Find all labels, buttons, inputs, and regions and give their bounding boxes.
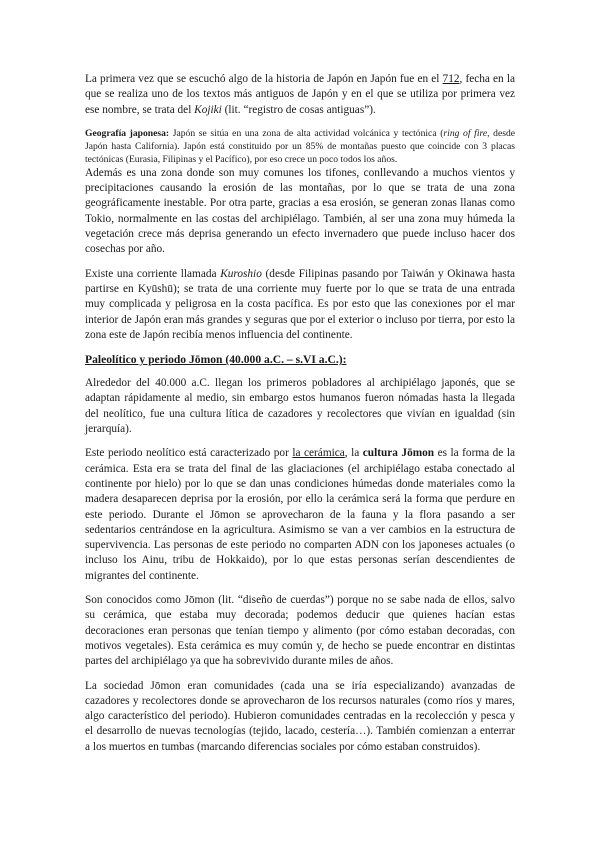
neolithic-text-1: Este periodo neolítico está caracterizado por [85, 447, 293, 460]
neolithic-text-2: , la [344, 447, 363, 460]
kojiki-term: Kojiki [194, 103, 222, 116]
paleolithic-paragraph: Alrededor del 40.000 a.C. llegan los primeros pobladores al archipiélago japonés, que se adaptan rápidamente al medio, sin embargo estos humanos fueron nómadas hasta la llegada del neolítico, fue una cultura lítica de cazadores y recolectores que vivían en igualdad (sin jerarquía). [85, 377, 515, 436]
intro-text-3: (lit. “registro de cosas antiguas”). [221, 103, 376, 116]
geography-text-2: , desde Japón hasta California). Japón está constituido por un 85% de montañas puesto que coincide con 3 placas tectónicas (Eurasia, Filipinas y el Pacífico), por eso crece un poco todos los años. [85, 127, 516, 165]
neolithic-paragraph [85, 446, 515, 584]
geography-text-3: Además es una zona donde son muy comunes los tifones, conllevando a muchos vientos y precipitaciones causando la erosión de las montañas, por lo que se trata de una zona geográficamente inestable. Por otra parte, gracias a esa erosión, se generan zonas llanas como Tokio, normalmente en las costas del archipiélago. También, al ser una zona muy húmeda la vegetación crece más deprisa generando un efecto invernadero que puede incluso hacer dos cosechas por año. [85, 166, 515, 256]
kuroshio-paragraph [85, 267, 515, 343]
intro-text-1: La primera vez que se escuchó algo de la historia de Japón en Japón fue en el [85, 73, 443, 85]
intro-text-2: , fecha en la que se realiza uno de los textos más antiguos de Japón y en el que se utiliza por primera vez ese nombre, se trata del [85, 73, 515, 116]
intro-paragraph [85, 72, 515, 118]
neolithic-text-3: es la forma de la cerámica. Esta era se trata del final de las glaciaciones (el archipiélago estaba conectado al continente por hielo) por lo que se dan unas condiciones húmedas donde materiales como la madera desaparecen deprisa por la erosión, por ello la cerámica será la forma que perdure en este periodo. Durante el Jōmon se aprovecharon de la fauna y la flora pasando a ser sedentarios centrándose en la agricultura. Asimismo se van a ver cambios en la estructura de supervivencia. Las personas de este periodo no comparten ADN con los japoneses actuales (o incluso los Ainu, tribu de Hokkaido), por lo que estas personas serían descendientes de migrantes del continente. [85, 447, 515, 582]
geography-paragraph-small [85, 127, 515, 166]
kuroshio-text-1: Existe una corriente llamada [85, 267, 221, 280]
geography-label: Geografía japonesa: [85, 127, 170, 139]
ring-of-fire-term: ring of fire [443, 127, 488, 139]
section-heading: Paleolítico y periodo Jōmon (40.000 a.C. – s.VI a.C.): [85, 353, 347, 367]
ceramica-term: la cerámica [292, 447, 345, 460]
kuroshio-term: Kuroshio [220, 267, 262, 280]
geography-text-1: Japón se sitúa en una zona de alta actividad volcánica y tectónica ( [169, 127, 444, 139]
jomon-society-paragraph: La sociedad Jōmon eran comunidades (cada una se iría especializando) avanzadas de cazadores y recolectores donde se aprovecharon de los recursos naturales (como ríos y mares, algo característico del periodo). Hubieron comunidades centradas en la recolección y pesca y el desarrollo de nuevas tecnologías (tejido, lacado, cestería…). También comienzan a enterrar a los muertos en tumbas (marcando diferencias sociales por cómo estaban construidos). [85, 679, 515, 753]
document-page [85, 72, 515, 764]
kuroshio-text-2: (desde Filipinas pasando por Taiwán y Okinawa hasta partirse en Kyūshū); se trata de una corriente muy fuerte por lo que se trata de una entrada muy complicada y peligrosa en la costa pacífica. Es por esto que las conexiones por el mar interior de Japón eran más grandes y seguras que por el exterior o incluso por tierra, por esto la zona este de Japón recibía menos influencia del continente. [85, 267, 515, 341]
geography-paragraph-continued [85, 166, 515, 258]
jomon-name-paragraph: Son conocidos como Jōmon (lit. “diseño de cuerdas”) porque no se sabe nada de ellos, salvo su cerámica, que estaba muy decorada; podemos deducir que quienes hacían estas decoraciones eran personas que tenían tiempo y alimento (por cómo estaban decoradas, con motivos vegetales). Esta cerámica es muy común y, de hecho se puede encontrar en distintas partes del archipiélago ya que ha sobrevivido durante miles de años. [85, 594, 515, 668]
cultura-jomon-term: cultura Jōmon [362, 447, 435, 460]
year-712-link: 712 [442, 73, 460, 85]
